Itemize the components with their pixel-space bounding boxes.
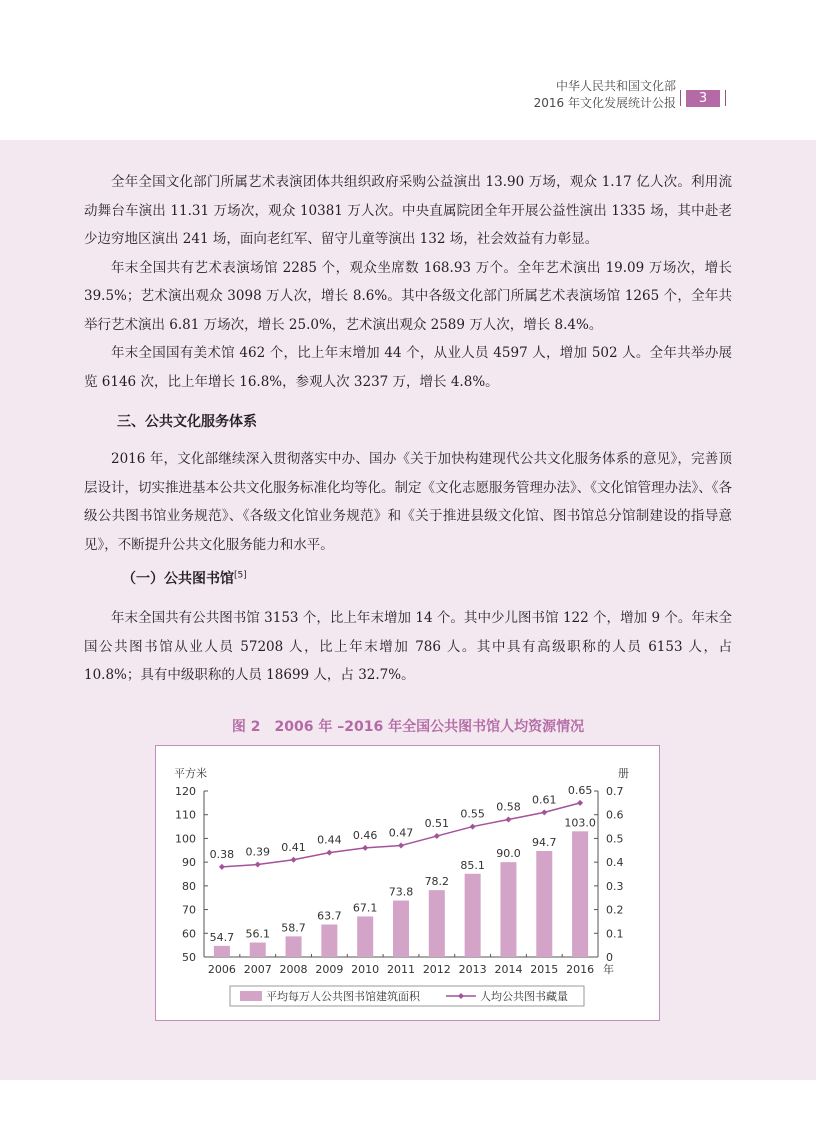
figure-title: 图 2 2006 年 –2016 年全国公共图书馆人均资源情况 bbox=[231, 719, 585, 735]
line-data-label: 0.65 bbox=[567, 783, 593, 797]
header-title-block bbox=[534, 78, 676, 112]
library-resources-chart bbox=[156, 746, 659, 1020]
bar-building-area bbox=[572, 831, 588, 957]
line-point-marker bbox=[255, 862, 261, 868]
x-tick-label: 2007 bbox=[243, 963, 272, 976]
x-tick-label: 2008 bbox=[279, 963, 308, 976]
y-right-tick-label: 0 bbox=[606, 951, 613, 964]
header-divider-left bbox=[680, 90, 681, 106]
subsection-heading-libraries bbox=[122, 568, 247, 588]
line-point-marker bbox=[434, 833, 440, 839]
bar-data-label: 78.2 bbox=[424, 875, 450, 889]
line-point-marker bbox=[398, 843, 404, 849]
paragraph-art-museums: 年末全国国有美术馆 462 个，比上年末增加 44 个，从业人员 4597 人，增加 502 人。全年共举办展览 6146 次，比上年增长 16.8%，参观人次 3237 万，增长 4.8%。 bbox=[84, 345, 732, 390]
y-left-tick-label: 100 bbox=[175, 832, 196, 846]
bar-building-area bbox=[429, 890, 445, 957]
line-point-marker bbox=[470, 824, 476, 830]
page-number: 3 bbox=[686, 90, 720, 107]
line-point-marker bbox=[577, 800, 583, 806]
line-data-label: 0.41 bbox=[281, 840, 306, 854]
bar-data-label: 103.0 bbox=[564, 816, 596, 830]
bar-data-label: 94.7 bbox=[532, 835, 557, 849]
bar-data-label: 58.7 bbox=[281, 921, 306, 935]
section3-body bbox=[84, 445, 732, 559]
x-tick-label: 2014 bbox=[494, 963, 523, 976]
bar-data-label: 63.7 bbox=[317, 909, 342, 923]
line-data-label: 0.46 bbox=[352, 828, 378, 842]
line-data-label: 0.47 bbox=[388, 826, 414, 840]
line-point-marker bbox=[505, 816, 511, 822]
y-left-tick-label: 60 bbox=[182, 927, 196, 941]
bar-building-area bbox=[393, 901, 409, 957]
bar-data-label: 85.1 bbox=[460, 858, 485, 872]
bar-building-area bbox=[357, 916, 373, 957]
header-divider-right bbox=[725, 90, 726, 106]
subsection-heading-text: （一）公共图书馆 bbox=[122, 571, 234, 587]
line-data-label: 0.58 bbox=[496, 800, 521, 814]
line-point-marker bbox=[362, 845, 368, 851]
y-right-tick-label: 0.1 bbox=[606, 927, 624, 941]
x-tick-label: 2009 bbox=[315, 963, 344, 976]
paragraph-venues: 年末全国共有艺术表演场馆 2285 个，观众坐席数 168.93 万个。全年艺术演出 19.09 万场次，增长 39.5%；艺术演出观众 3098 万人次，增长 8.6%。其中各级文化部门所属艺术表演场馆 1265 个，全年共举行艺术演出 6.81 万场次，增长 25.0%，艺术演出观众 2589 万人次，增长 8.4%。 bbox=[84, 259, 732, 333]
x-unit: 年 bbox=[603, 963, 614, 976]
performance-paragraphs bbox=[84, 168, 732, 396]
y-right-tick-label: 0.4 bbox=[606, 856, 624, 870]
bar-building-area bbox=[214, 946, 230, 957]
x-tick-label: 2013 bbox=[458, 963, 487, 976]
chart-frame bbox=[155, 745, 660, 1021]
y-right-unit: 册 bbox=[618, 767, 629, 780]
legend-label-line: 人均公共图书藏量 bbox=[480, 990, 568, 1003]
line-data-label: 0.38 bbox=[209, 847, 235, 861]
subsection1-body bbox=[84, 604, 732, 690]
header-line-ministry: 中华人民共和国文化部 bbox=[555, 79, 676, 93]
legend-label-bar: 平均每万人公共图书馆建筑面积 bbox=[266, 990, 420, 1003]
bar-data-label: 56.1 bbox=[245, 927, 270, 941]
bar-building-area bbox=[286, 936, 302, 957]
line-data-label: 0.51 bbox=[424, 817, 450, 831]
line-point-marker bbox=[291, 857, 297, 863]
y-right-tick-label: 0.6 bbox=[606, 808, 624, 822]
line-data-label: 0.39 bbox=[245, 845, 270, 859]
bar-building-area bbox=[465, 874, 481, 957]
bar-data-label: 54.7 bbox=[209, 930, 235, 944]
bar-data-label: 73.8 bbox=[388, 885, 414, 899]
page-header bbox=[0, 0, 816, 140]
paragraph-public-performances: 全年全国文化部门所属艺术表演团体共组织政府采购公益演出 13.90 万场，观众 1.17 亿人次。利用流动舞台车演出 11.31 万场次，观众 10381 万人次。中央直属院团全年开展公益性演出 1335 场，其中赴老少边穷地区演出 241 场，面向老红军、留守儿童等演出 132 场，社会效益有力彰显。 bbox=[84, 174, 732, 247]
x-tick-label: 2012 bbox=[422, 963, 451, 976]
line-point-marker bbox=[219, 864, 225, 870]
bar-building-area bbox=[500, 862, 516, 957]
x-tick-label: 2011 bbox=[387, 963, 415, 976]
x-tick-label: 2010 bbox=[351, 963, 380, 976]
bar-building-area bbox=[250, 943, 266, 957]
line-data-label: 0.55 bbox=[460, 807, 485, 821]
y-left-tick-label: 50 bbox=[182, 951, 196, 964]
x-tick-label: 2016 bbox=[566, 963, 595, 976]
line-data-label: 0.61 bbox=[532, 793, 557, 807]
legend-swatch-bar bbox=[240, 991, 262, 1001]
y-left-tick-label: 90 bbox=[182, 856, 196, 870]
x-tick-label: 2015 bbox=[530, 963, 559, 976]
line-point-marker bbox=[326, 850, 332, 856]
y-right-tick-label: 0.3 bbox=[606, 879, 624, 893]
y-right-tick-label: 0.5 bbox=[606, 832, 624, 846]
line-point-marker bbox=[541, 809, 547, 815]
x-tick-label: 2006 bbox=[207, 963, 236, 976]
bar-data-label: 67.1 bbox=[352, 901, 378, 915]
y-left-tick-label: 80 bbox=[182, 879, 196, 893]
paragraph-library-stats: 年末全国共有公共图书馆 3153 个，比上年末增加 14 个。其中少儿图书馆 122 个，增加 9 个。年末全国公共图书馆从业人员 57208 人，比上年末增加 786 人。其中具有高级职称的人员 6153 人，占 10.8%；具有中级职称的人员 18699 人，占 32.7%。 bbox=[84, 610, 732, 683]
bar-data-label: 90.0 bbox=[496, 847, 521, 861]
section-heading-public-culture: 三、公共文化服务体系 bbox=[117, 414, 257, 430]
y-left-tick-label: 110 bbox=[175, 808, 196, 822]
line-data-label: 0.44 bbox=[317, 833, 342, 847]
y-left-unit: 平方米 bbox=[174, 767, 207, 780]
bar-building-area bbox=[321, 925, 337, 957]
header-line-report: 2016 年文化发展统计公报 bbox=[533, 96, 676, 110]
y-left-tick-label: 120 bbox=[175, 785, 196, 798]
y-right-tick-label: 0.2 bbox=[606, 903, 624, 917]
y-left-tick-label: 70 bbox=[182, 903, 196, 917]
footnote-mark: [5] bbox=[234, 570, 247, 581]
y-right-tick-label: 0.7 bbox=[606, 785, 624, 798]
bar-building-area bbox=[536, 851, 552, 957]
paragraph-public-culture-system: 2016 年，文化部继续深入贯彻落实中办、国办《关于加快构建现代公共文化服务体系的意见》，完善顶层设计，切实推进基本公共文化服务标准化均等化。制定《文化志愿服务管理办法》、《文化馆管理办法》、《各级公共图书馆业务规范》、《各级文化馆业务规范》和《关于推进县级文化馆、图书馆总分馆制建设的指导意见》，不断提升公共文化服务能力和水平。 bbox=[84, 451, 732, 553]
